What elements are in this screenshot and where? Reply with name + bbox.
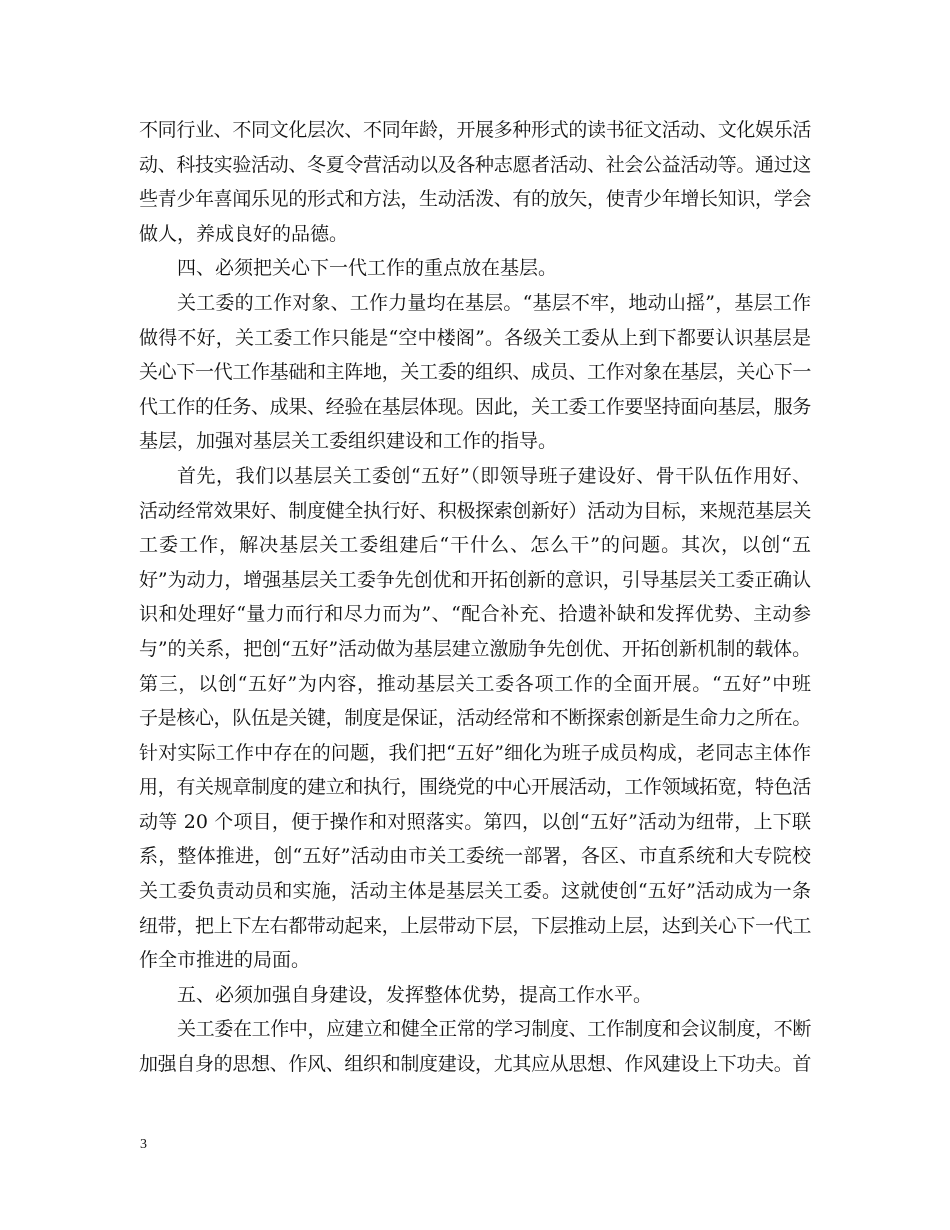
text-line: 不同行业、不同文化层次、不同年龄，开展多种形式的读书征文活动、文化娱乐活 (139, 119, 811, 141)
text-line: 纽带，把上下左右都带动起来，上层带动下层，下层推动上层，达到关心下一代工 (139, 914, 811, 937)
text-line: 作全市推进的局面。 (139, 949, 311, 972)
text-line: 基层，加强对基层关工委组织建设和工作的指导。 (139, 430, 558, 453)
text-line: 关工委的工作对象、工作力量均在基层。“基层不牢，地动山摇”，基层工作 (177, 291, 811, 314)
text-line: 与”的关系，把创“五好”活动做为基层建立激励争先创优、开拓创新机制的载体。 (139, 637, 811, 660)
page-number: 3 (140, 1137, 147, 1152)
text-line: 动、科技实验活动、冬夏令营活动以及各种志愿者活动、社会公益活动等。通过这 (139, 153, 811, 176)
text-line: 动等 20 个项目，便于操作和对照落实。第四，以创“五好”活动为纽带，上下联 (139, 810, 811, 833)
text-line: 活动经常效果好、制度健全执行好、积极探索创新好）活动为目标，来规范基层关 (139, 499, 811, 522)
text-line: 加强自身的思想、作风、组织和制度建设，尤其应从思想、作风建设上下功夫。首 (139, 1053, 811, 1076)
text-line: 代工作的任务、成果、经验在基层体现。因此，关工委工作要坚持面向基层，服务 (139, 395, 811, 418)
text-line: 用，有关规章制度的建立和执行，围绕党的中心开展活动，工作领域拓宽，特色活 (139, 776, 811, 799)
text-line: 做得不好，关工委工作只能是“空中楼阁”。各级关工委从上到下都要认识基层是 (139, 326, 811, 349)
text-line: 关工委在工作中，应建立和健全正常的学习制度、工作制度和会议制度，不断 (177, 1018, 811, 1041)
text-line: 第三，以创“五好”为内容，推动基层关工委各项工作的全面开展。“五好”中班 (139, 672, 811, 695)
text-line: 好”为动力，增强基层关工委争先创优和开拓创新的意识，引导基层关工委正确认 (139, 568, 811, 591)
text-line: 子是核心，队伍是关键，制度是保证，活动经常和不断探索创新是生命力之所在。 (139, 707, 811, 730)
text-line: 工委工作，解决基层关工委组建后“干什么、怎么干”的问题。其次，以创“五 (139, 534, 811, 557)
text-line: 关工委负责动员和实施，活动主体是基层关工委。这就使创“五好”活动成为一条 (139, 880, 811, 903)
text-line: 系，整体推进，创“五好”活动由市关工委统一部署，各区、市直系统和大专院校 (139, 845, 811, 868)
text-line: 五、必须加强自身建设，发挥整体优势，提高工作水平。 (177, 983, 653, 1006)
text-line: 针对实际工作中存在的问题，我们把“五好”细化为班子成员构成，老同志主体作 (139, 741, 811, 764)
text-line: 识和处理好“量力而行和尽力而为”、“配合补充、拾遗补缺和发挥优势、主动参 (139, 603, 811, 626)
text-line: 关心下一代工作基础和主阵地，关工委的组织、成员、工作对象在基层，关心下一 (139, 361, 811, 384)
body-text (139, 113, 811, 1082)
text-line: 首先，我们以基层关工委创“五好”（即领导班子建设好、骨干队伍作用好、 (177, 464, 811, 487)
text-line: 些青少年喜闻乐见的形式和方法，生动活泼、有的放矢，使青少年增长知识，学会 (139, 188, 811, 211)
text-line: 做人，养成良好的品德。 (139, 222, 349, 245)
text-line: 四、必须把关心下一代工作的重点放在基层。 (177, 257, 558, 280)
